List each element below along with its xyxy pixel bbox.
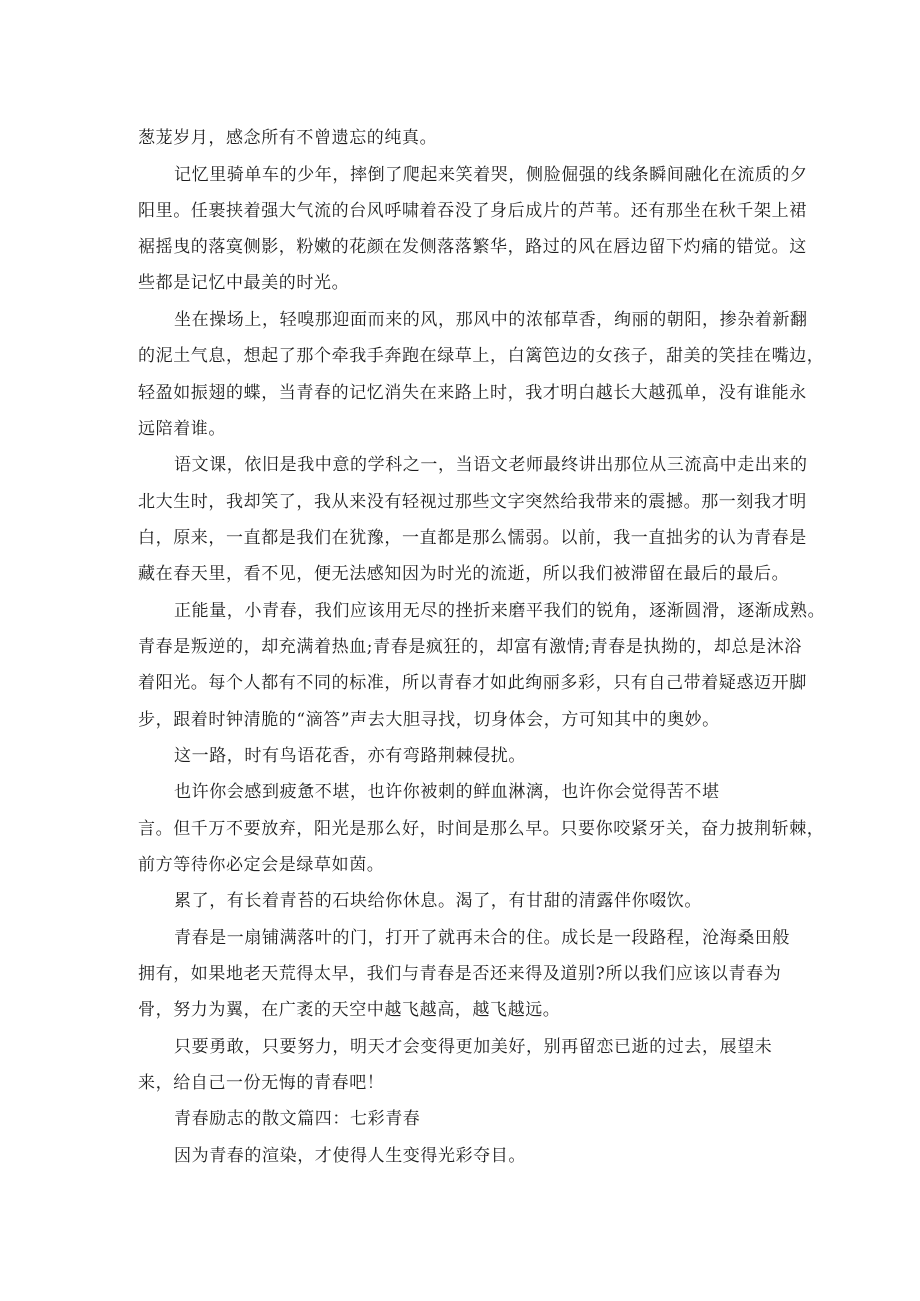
text-line: 藏在春天里，看不见，便无法感知因为时光的流逝，所以我们被滞留在最后的最后。 [138, 564, 790, 584]
text-line: 北大生时，我却笑了，我从来没有轻视过那些文字突然给我带来的震撼。那一刻我才明 [138, 492, 807, 512]
text-line: 青春是一扇铺满落叶的门，打开了就再未合的住。成长是一段路程，沧海桑田般 [174, 928, 790, 948]
text-line: 坐在操场上，轻嗅那迎面而来的风，那风中的浓郁草香，绚丽的朝阳，掺杂着新翻 [174, 310, 808, 330]
text-line: 裾摇曳的落寞侧影，粉嫩的花颜在发侧落落繁华，路过的风在唇边留下灼痛的错觉。这 [138, 237, 807, 257]
text-line: 步，跟着时钟清脆的“滴答”声去大胆寻找，切身体会，方可知其中的奥妙。 [138, 710, 720, 730]
text-line: 语文课，依旧是我中意的学科之一，当语文老师最终讲出那位从三流高中走出来的 [174, 455, 808, 475]
text-line: 些都是记忆中最美的时光。 [138, 273, 350, 293]
text-line: 累了，有长着青苔的石块给你休息。渴了，有甘甜的清露伴你啜饮。 [174, 891, 702, 911]
text-line: 阳里。任裹挟着强大气流的台风呼啸着吞没了身后成片的芦苇。还有那坐在秋千架上裙 [138, 201, 807, 221]
section-heading: 青春励志的散文篇四：七彩青春 [174, 1109, 421, 1129]
text-line: 记忆里骑单车的少年，摔倒了爬起来笑着哭，侧脸倔强的线条瞬间融化在流质的夕 [174, 165, 808, 185]
text-line: 只要勇敢，只要努力，明天才会变得更加美好，别再留恋已逝的过去，展望未 [174, 1037, 773, 1057]
text-line: 葱茏岁月，感念所有不曾遗忘的纯真。 [138, 128, 438, 148]
text-line: 这一路，时有鸟语花香，亦有弯路荆棘侵扰。 [174, 746, 526, 766]
text-line: 青春是叛逆的，却充满着热血;青春是疯狂的，却富有激情;青春是执拗的，却总是沐浴 [138, 637, 802, 657]
text-line: 正能量，小青春，我们应该用无尽的挫折来磨平我们的锐角，逐渐圆滑，逐渐成熟。 [174, 601, 826, 621]
text-line: 也许你会感到疲惫不堪，也许你被刺的鲜血淋漓，也许你会觉得苦不堪 [174, 782, 720, 802]
text-line: 因为青春的渲染，才使得人生变得光彩夺目。 [174, 1146, 526, 1166]
text-line: 骨，努力为翼，在广袤的天空中越飞越高，越飞越远。 [138, 1000, 561, 1020]
text-line: 白，原来，一直都是我们在犹豫，一直都是那么懦弱。以前，我一直拙劣的认为青春是 [138, 528, 807, 548]
text-line: 来，给自己一份无悔的青春吧！ [138, 1073, 385, 1093]
text-line: 着阳光。每个人都有不同的标准，所以青春才如此绚丽多彩，只有自己带着疑惑迈开脚 [138, 673, 807, 693]
text-line: 远陪着谁。 [138, 419, 226, 439]
text-line: 前方等待你必定会是绿草如茵。 [138, 855, 385, 875]
text-line: 言。但千万不要放弃，阳光是那么好，时间是那么早。只要你咬紧牙关，奋力披荆斩棘， [138, 819, 825, 839]
text-line: 拥有，如果地老天荒得太早，我们与青春是否还来得及道别?所以我们应该以青春为 [138, 964, 782, 984]
text-line: 的泥土气息，想起了那个牵我手奔跑在绿草上，白篱笆边的女孩子，甜美的笑挂在嘴边， [138, 346, 825, 366]
text-line: 轻盈如振翅的蝶，当青春的记忆消失在来路上时，我才明白越长大越孤单，没有谁能永 [138, 383, 807, 403]
